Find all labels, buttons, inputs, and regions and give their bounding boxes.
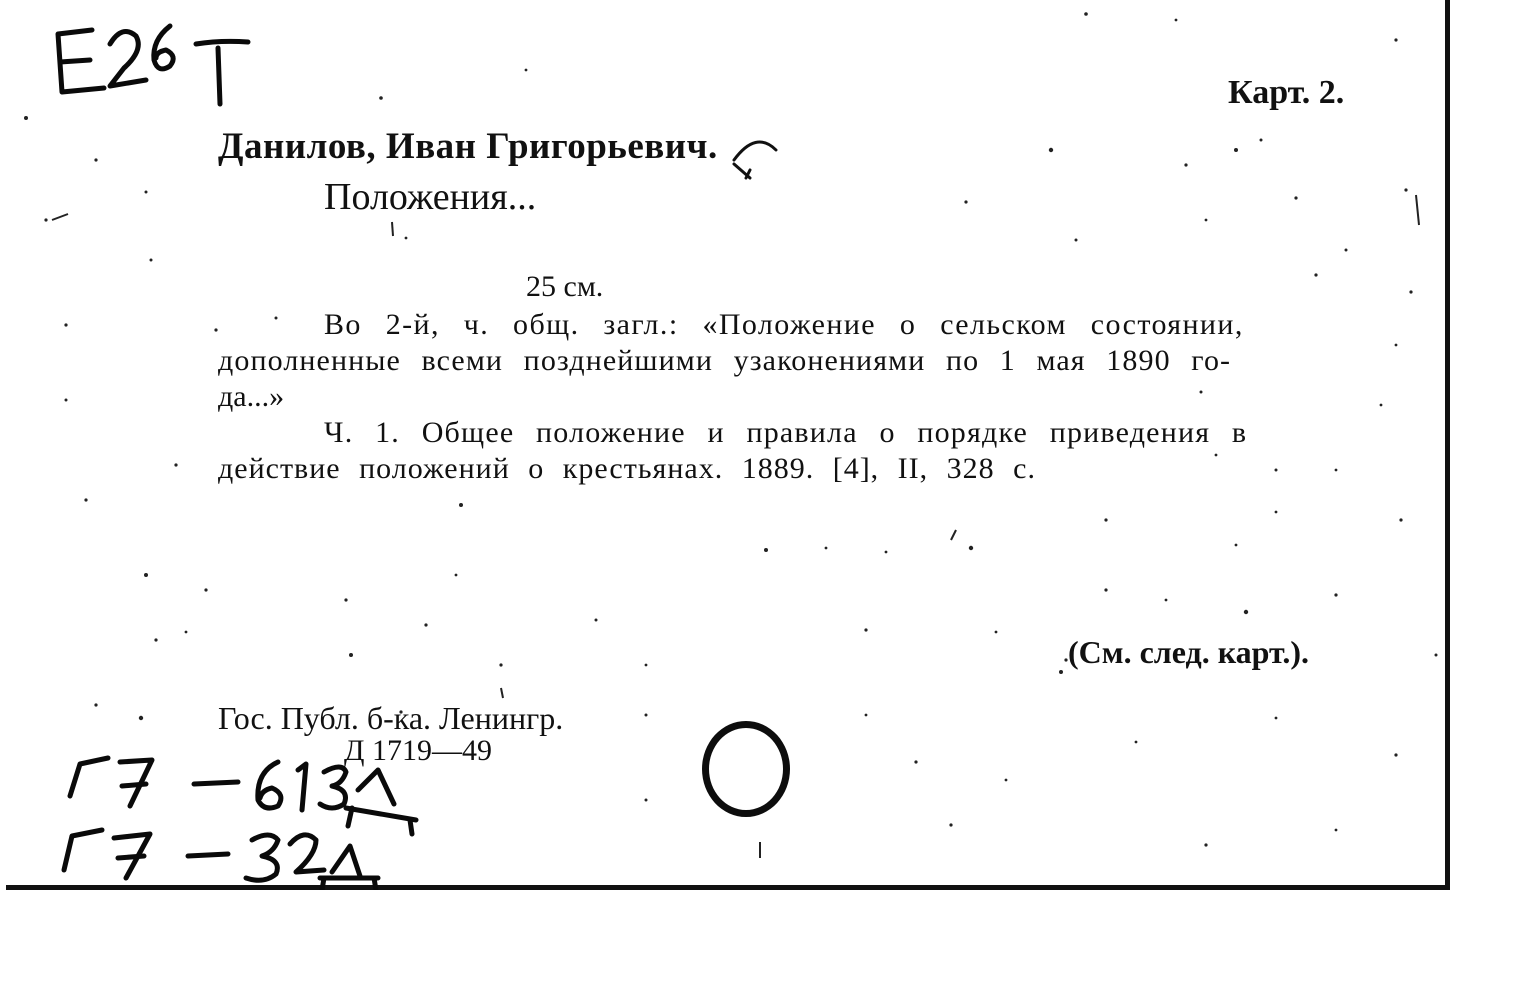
note-line-3: да...» <box>218 380 285 413</box>
size-line: 25 см. <box>526 270 604 303</box>
title-line: Положения... <box>324 176 537 218</box>
note-line-1: Во 2-й, ч. общ. загл.: «Положение о сельском состоянии, <box>324 308 1244 341</box>
part-line-1: Ч. 1. Общее положение и правила о порядке приведения в <box>324 416 1248 449</box>
author-heading: Данилов, Иван Григорьевич. <box>218 126 718 167</box>
see-next-card: (См. след. карт.). <box>1068 634 1309 670</box>
part-line-2: действие положений о крестьянах. 1889. [4], II, 328 с. <box>218 452 1036 485</box>
note-line-2: дополненные всеми позднейшими узаконениями по 1 мая 1890 го- <box>218 344 1232 377</box>
punch-hole-circle <box>702 721 790 817</box>
catalog-card <box>6 0 1450 890</box>
library-code: Д 1719—49 <box>344 734 492 767</box>
library-name: Гос. Публ. б-ка. Ленингр. <box>218 700 564 736</box>
card-number: Карт. 2. <box>1228 74 1345 111</box>
